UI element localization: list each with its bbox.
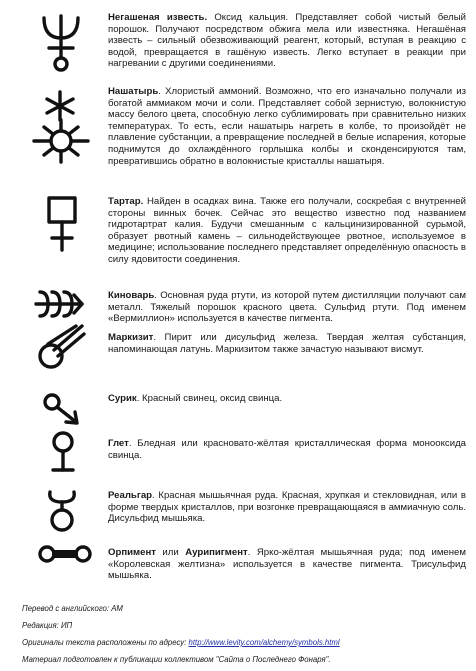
trident-hooks-cinnabar-icon [30,287,88,321]
entry-title: Тартар. [108,196,144,207]
bar-circles-orpiment-icon [36,542,94,566]
entry-tartar [108,196,466,266]
entry-minium [108,393,466,405]
circle-horns-realgar-icon [42,488,82,536]
entry-text: . Красный свинец, оксид свинца. [136,393,283,404]
entry-cinnabar [108,290,466,325]
entry-text: . Пирит или дисульфид железа. Твердая желтая субстанция, напоминающая латунь. Маркизитом также зачастую называют висмут. [108,332,466,355]
entry-title: Сурик [108,393,137,404]
entry-quicklime [108,12,466,70]
entry-title: Реальгар [108,490,153,501]
footer-translator: Перевод с английского: АМ [22,604,123,613]
entry-orpiment [108,547,466,582]
entry-text: Оксид кальция. Представляет собой чистый белый порошок. Получают посредством обжига мела или известняка. Негашёная известь – сильный обезвоживающий реагент, который, вступая в реакцию с водой, превращается в гашёную известь. Легко вступает в реакции при нагревании с другими соединениями. [108,12,466,70]
circle-cross-litharge-icon [46,430,80,482]
entry-connector: или [155,547,186,558]
footer-editor: Редакция: ИП [22,621,73,630]
trident-quicklime-icon [38,12,84,74]
entry-text: . Основная руда ртути, из которой путем дистилляции получают сам металл. Тяжелый порошок красного цвета. Сульфид ртути. Под именем «Вермиллион» используется в качестве пигмента. [108,290,466,325]
entry-title: Негашеная известь. [108,12,208,23]
entry-litharge [108,438,466,461]
entry-text: . Хлористый аммоний. Возможно, что его изначально получали из богатой аммиаком мочи и соли. Представляет собой зернистую, волокнистую массу белого цвета, способную легко сублимировать при сравнительно низких температурах. То есть, если нашатырь нагреть в колбе, то произойдёт не плавление субстанции, а превращение последней в белые испарения, которые поднимутся до охлаждённого горлышка колбы и сконденсируются там, превратившись обратно в волокнистые кристаллы нашатыря. [108,86,466,167]
footer-source-prefix: Оригиналы текста расположены по адресу: [22,638,189,647]
entry-title: Киноварь [108,290,155,301]
entry-text: . Красная мышьячная руда. Красная, хрупкая и стекловидная, или в форме твердых кристаллов, при возгонке превращающаяся в аммиачную соль. Дисульфид мышьяка. [108,490,466,525]
entry-text: . Ярко-жёлтая мышьячная руда; под именем «Королевская желтизна» используется в качестве пигмента. Трисульфид мышьяка. [108,547,466,582]
entry-marcasite [108,332,466,355]
entry-title: Глет [108,438,129,449]
circle-arrow-minium-icon [40,390,86,430]
square-cross-tartar-icon [44,194,80,254]
entry-text: Найден в осадках вина. Также его получали, соскребая с внутренней стороны винных бочек. Сейчас это вещество известно под названием гидротартрат калия. Будучи смешанным с кальцинизированной сурьмой, образует рвотный камень – сильнодействующее рвотное, используемое в медицине; использование последнего представляет определённую опасность в силу ядовитости соединения. [108,196,466,265]
entry-title-alt: Аурипигмент [185,547,248,558]
entry-title: Нашатырь [108,86,159,97]
entry-realgar [108,490,466,525]
entry-title: Орпимент [108,547,156,558]
entry-title: Маркизит [108,332,154,343]
circle-rays-sal-ammoniac-icon [30,118,92,164]
entry-text: . Бледная или красновато-жёлтая кристаллическая форма монооксида свинца. [108,438,466,461]
footer-source [22,638,340,648]
footer-credit: Материал подготовлен к публикации коллективом "Сайта о Последнего Фонаря". [22,655,331,664]
comet-marcasite-icon [34,320,88,374]
entry-sal-ammoniac [108,86,466,167]
source-link[interactable]: http://www.levity.com/alchemy/symbols.html [188,638,340,647]
